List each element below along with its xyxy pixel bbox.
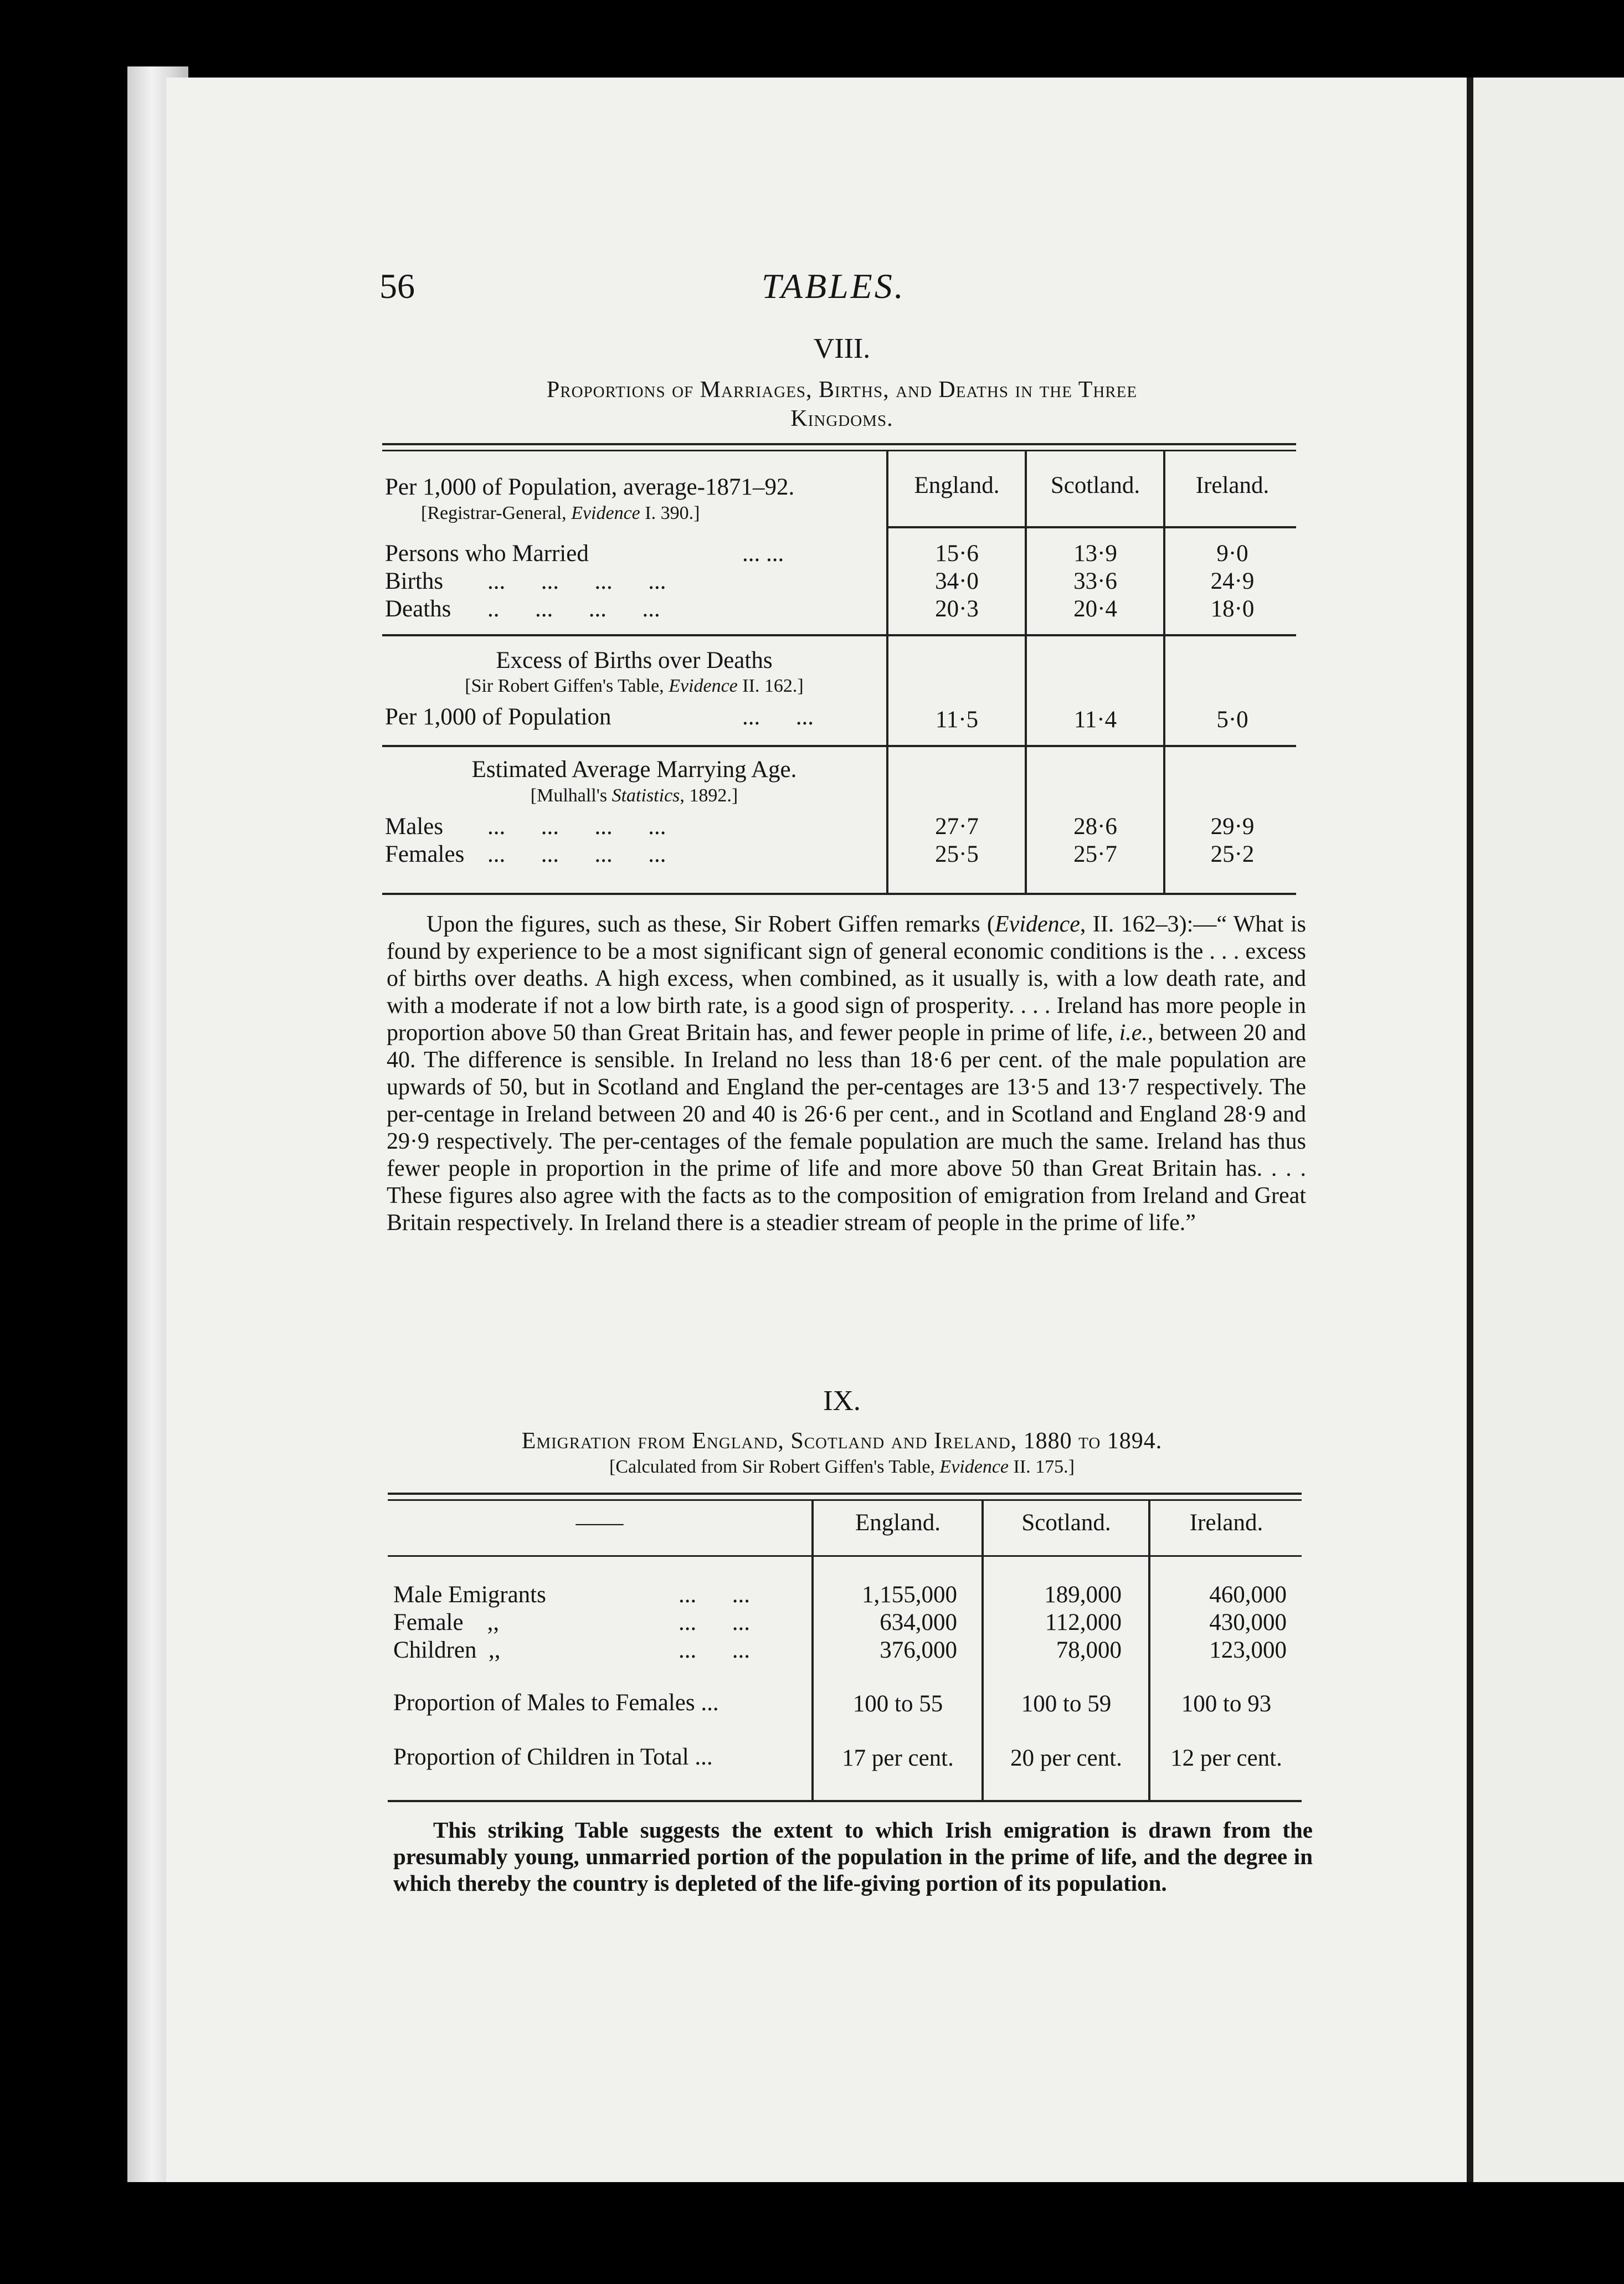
row-prop-males-label: Proportion of Males to Females ...	[393, 1690, 719, 1716]
excess-scotland: 11·4	[1073, 707, 1117, 733]
row-children-england: 376,000	[880, 1637, 957, 1663]
row-prop-males-england: 100 to 55	[852, 1691, 943, 1717]
row-births-label: Births	[385, 568, 444, 594]
row-females-ireland: 25·2	[1210, 841, 1255, 867]
row-deaths-ireland: 18·0	[1210, 596, 1255, 622]
table8-title-line1: Proportions of Marriages, Births, and Deaths in the Three	[546, 377, 1138, 403]
row-females-dots: ... ... ... ...	[487, 841, 666, 867]
excess-england: 11·5	[935, 707, 979, 733]
table8-bottom-rule	[382, 893, 1296, 895]
excess-heading: Excess of Births over Deaths	[496, 647, 773, 673]
row-children-ireland: 123,000	[1209, 1637, 1287, 1663]
row-prop-children-label: Proportion of Children in Total ...	[393, 1744, 713, 1770]
table9-head-label: ——	[575, 1510, 624, 1536]
table8-col-divider-3	[1163, 450, 1165, 893]
row-prop-children-ireland: 12 per cent.	[1170, 1745, 1282, 1771]
row-male-emigrants-scotland: 189,000	[1044, 1582, 1122, 1608]
table8-col-divider-1	[886, 450, 888, 893]
age-source: [Mulhall's Statistics, 1892.]	[530, 785, 738, 806]
row-married-ireland: 9·0	[1216, 541, 1248, 567]
row-deaths-label: Deaths	[385, 596, 451, 622]
row-deaths-scotland: 20·4	[1073, 596, 1117, 622]
row-births-scotland: 33·6	[1073, 568, 1117, 594]
table8-top-rule-thin	[382, 450, 1296, 451]
table9-number: IX.	[823, 1385, 861, 1417]
excess-source: [Sir Robert Giffen's Table, Evidence II. 162.]	[465, 676, 804, 696]
row-children-scotland: 78,000	[1056, 1637, 1122, 1663]
table8-head-source: [Registrar-General, Evidence I. 390.]	[421, 503, 700, 523]
row-male-emigrants-label: Male Emigrants	[393, 1582, 546, 1608]
row-male-emigrants-ireland: 460,000	[1209, 1582, 1287, 1608]
paragraph-table-conclusion: This striking Table suggests the extent to which Irish emigration is drawn from the presumably young, unmarried portion of the population in the prime of life, and the degree in which thereby the country is depleted of the life-giving portion of its population.	[393, 1817, 1313, 1896]
row-married-dots: ... ...	[742, 541, 784, 567]
table9-title: Emigration from England, Scotland and Ireland, 1880 to 1894.	[521, 1428, 1163, 1454]
running-title: TABLES.	[762, 266, 906, 306]
excess-row-dots: ... ...	[742, 704, 814, 730]
row-males-dots: ... ... ... ...	[487, 814, 666, 840]
row-females-scotland: 25·7	[1073, 841, 1117, 867]
table9-top-rule	[388, 1493, 1302, 1495]
row-deaths-england: 20·3	[935, 596, 979, 622]
table9-col-scotland: Scotland.	[1021, 1510, 1111, 1536]
row-female-england: 634,000	[880, 1609, 957, 1635]
excess-row-label: Per 1,000 of Population	[385, 704, 611, 730]
row-prop-males-ireland: 100 to 93	[1181, 1691, 1272, 1717]
table8-rule-a	[382, 634, 1296, 636]
age-heading: Estimated Average Marrying Age.	[471, 757, 797, 783]
table9-head-rule	[388, 1555, 1302, 1557]
row-males-scotland: 28·6	[1073, 814, 1117, 840]
table8-rule-b	[382, 745, 1296, 747]
table8-title-line2: Kingdoms.	[790, 406, 893, 431]
row-females-england: 25·5	[935, 841, 979, 867]
facing-page-edge	[1473, 78, 1624, 2182]
row-prop-males-scotland: 100 to 59	[1021, 1691, 1112, 1717]
row-females-label: Females	[385, 841, 465, 867]
row-married-scotland: 13·9	[1073, 541, 1117, 567]
table8-number: VIII.	[813, 333, 871, 364]
row-deaths-dots: .. ... ... ...	[487, 596, 660, 622]
table9-col-england: England.	[855, 1510, 941, 1536]
table9-col-ireland: Ireland.	[1189, 1510, 1263, 1536]
page-number: 56	[379, 266, 415, 306]
table9-bottom-rule	[388, 1800, 1302, 1802]
table8-head-label: Per 1,000 of Population, average-1871–92.	[385, 474, 795, 500]
row-female-ireland: 430,000	[1209, 1609, 1287, 1635]
table8-col-divider-2	[1025, 450, 1027, 893]
excess-ireland: 5·0	[1216, 707, 1248, 733]
row-male-emigrants-dots: ... ...	[679, 1582, 750, 1608]
row-female-dots: ... ...	[679, 1609, 750, 1635]
row-male-emigrants-england: 1,155,000	[862, 1582, 957, 1608]
row-males-label: Males	[385, 814, 444, 840]
row-married-label: Persons who Married	[385, 541, 589, 567]
table8-head-rule	[886, 526, 1296, 528]
row-births-dots: ... ... ... ...	[487, 568, 666, 594]
table9-col-divider-1	[811, 1499, 814, 1800]
table8-col-ireland: Ireland.	[1195, 472, 1270, 498]
paragraph-giffen-quote: Upon the figures, such as these, Sir Robert Giffen remarks (Evidence, II. 162–3):—“ What is found by experience to be a most significant sign of general economic conditions is the . . . excess of births over deaths. A high excess, when combined, as it usually is, with a low death rate, and with a moderate if not a low birth rate, is a good sign of prosperity. . . . Ireland has more people in proportion above 50 than Great Britain has, and fewer people in prime of life, i.e., between 20 and 40. The difference is sensible. In Ireland no less than 18·6 per cent. of the male population are upwards of 50, but in Scotland and England the per-centages are 13·5 and 13·7 respectively. The per-centage in Ireland between 20 and 40 is 26·6 per cent., and in Scotland and England 28·9 and 29·9 respectively. The per-centages of the female population are much the same. Ireland has thus fewer people in proportion in the prime of life and more above 50 than Great Britain has. . . . These figures also agree with the facts as to the composition of emigration from Ireland and Great Britain respectively. In Ireland there is a steadier stream of people in the prime of life.”	[387, 912, 1306, 1236]
row-males-england: 27·7	[935, 814, 979, 840]
row-female-scotland: 112,000	[1045, 1609, 1122, 1635]
table9-source: [Calculated from Sir Robert Giffen's Table, Evidence II. 175.]	[609, 1457, 1075, 1477]
page-gutter	[1467, 78, 1473, 2182]
table9-top-rule-thin	[388, 1499, 1302, 1501]
row-female-label: Female ,,	[393, 1609, 500, 1635]
row-prop-children-scotland: 20 per cent.	[1010, 1745, 1122, 1771]
row-married-england: 15·6	[935, 541, 979, 567]
row-births-ireland: 24·9	[1210, 568, 1255, 594]
table9-col-divider-3	[1148, 1499, 1150, 1800]
row-births-england: 34·0	[935, 568, 979, 594]
row-males-ireland: 29·9	[1210, 814, 1255, 840]
table9-col-divider-2	[981, 1499, 984, 1800]
table8-top-rule	[382, 443, 1296, 445]
row-prop-children-england: 17 per cent.	[842, 1745, 954, 1771]
table8-col-england: England.	[914, 472, 1000, 498]
row-children-dots: ... ...	[679, 1637, 750, 1663]
table8-col-scotland: Scotland.	[1050, 472, 1140, 498]
row-children-label: Children ,,	[393, 1637, 501, 1663]
